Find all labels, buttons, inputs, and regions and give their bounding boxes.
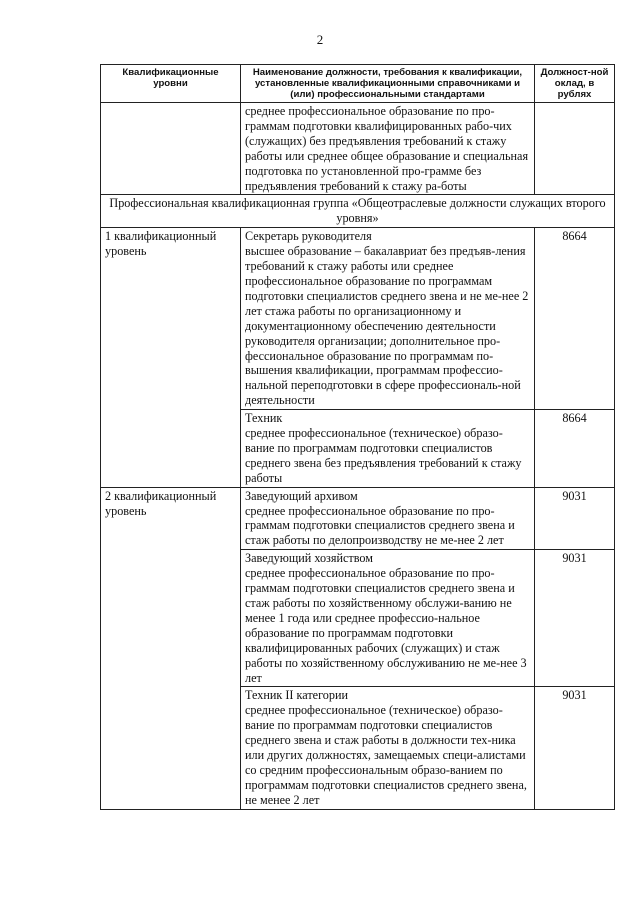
- level-cell: 1 квалификационный уровень: [101, 228, 241, 487]
- salary-cell: 8664: [535, 228, 615, 410]
- position-requirements: среднее профессиональное образование по про-граммам подготовки специалистов среднего звена и стаж работы по делопроизводству не ме-нее 2 лет: [245, 503, 515, 548]
- position-requirements: высшее образование – бакалавриат без предъяв-ления требований к стажу работы или среднее профессиональное образование по программам подготовки специалистов среднего звена и не ме-нее 2 лет стажа работы по организационному и документационному обеспечению деятельности руководителя организации; дополнительное про-фессиональное образование по программам по-вышения квалификации, программам профессио-нальной переподготовки в сфере профессиональ-ной деятельности: [245, 244, 529, 408]
- position-requirements: среднее профессиональное (техническое) образо-вание по программам подготовки специалистов среднего звена и стаж работы в должности тех-ника или других должностях, замещаемых специ-алистами со средним профессиональным образо-ванием по программам подготовки специалистов среднего звена, не менее 2 лет: [245, 703, 527, 807]
- group-row: [101, 195, 615, 228]
- continuation-text: среднее профессиональное образование по про-граммам подготовки квалифицированных рабо-чих (служащих) без предъявления требований к стажу работы или среднее общее образование и специальная подготовка по установленной про-грамме без предъявления требований к стажу ра-боты: [241, 103, 535, 195]
- salary-cell: 9031: [535, 550, 615, 687]
- continuation-level-cell: [101, 103, 241, 195]
- table-row: [101, 228, 615, 410]
- salary-cell: 9031: [535, 487, 615, 550]
- position-title: Секретарь руководителя: [245, 229, 372, 244]
- table-row: [101, 487, 615, 550]
- position-requirements: среднее профессиональное (техническое) образо-вание по программам подготовки специалистов среднего звена без предъявления требований к стажу работы: [245, 426, 522, 485]
- header-position: Наименование должности, требования к квалификации, установленные квалификационными справочниками и (или) профессиональными стандартами: [241, 65, 535, 103]
- header-levels: Квалификационные уровни: [101, 65, 241, 103]
- position-cell: [241, 550, 535, 687]
- salary-cell: 8664: [535, 410, 615, 488]
- position-title: Техник II категории: [245, 688, 348, 703]
- position-cell: [241, 410, 535, 488]
- qualification-table: [100, 64, 615, 810]
- salary-cell: 9031: [535, 687, 615, 809]
- position-requirements: среднее профессиональное образование по про-граммам подготовки специалистов среднего звена и стаж работы по хозяйственному обслужи-ванию не менее 1 года или среднее профессио-нальное образование по программам подготовки квалифицированных рабочих (служащих) и стаж работы по хозяйственному обслуживанию не ме-нее 3 лет: [245, 566, 527, 685]
- group-title: Профессиональная квалификационная группа «Общеотраслевые должности служащих второго уровня»: [101, 195, 615, 228]
- table-header-row: [101, 65, 615, 103]
- position-title: Техник: [245, 411, 283, 426]
- header-salary: Должност-ной оклад, в рублях: [535, 65, 615, 103]
- level-cell: 2 квалификационный уровень: [101, 487, 241, 809]
- position-cell: [241, 687, 535, 809]
- continuation-salary-cell: [535, 103, 615, 195]
- continuation-row: [101, 103, 615, 195]
- page-number: 2: [316, 32, 324, 47]
- position-title: Заведующий хозяйством: [245, 551, 373, 566]
- position-cell: [241, 487, 535, 550]
- position-cell: [241, 228, 535, 410]
- position-title: Заведующий архивом: [245, 488, 358, 503]
